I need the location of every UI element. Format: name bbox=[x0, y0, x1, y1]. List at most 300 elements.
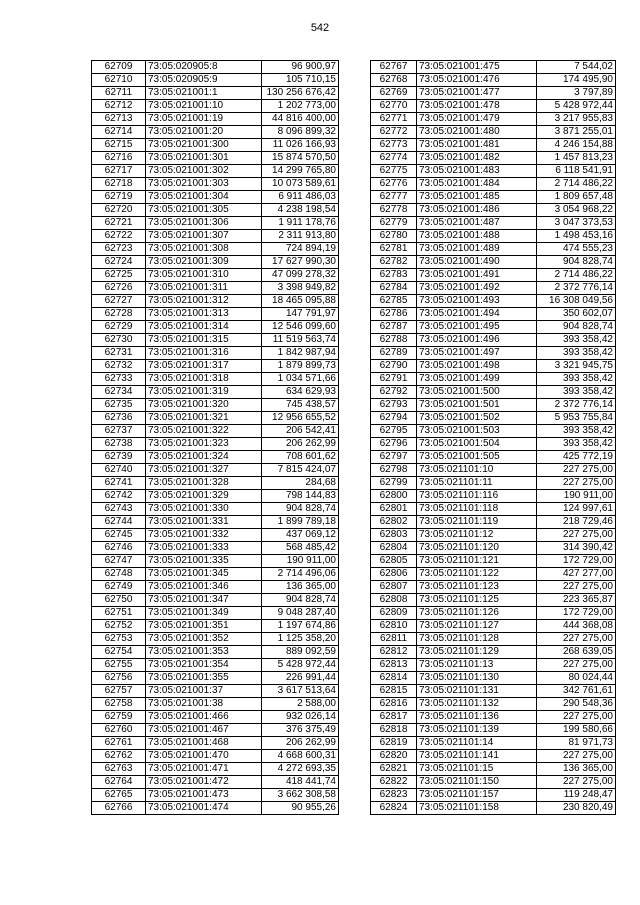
value-cell: 2 714 486,22 bbox=[537, 269, 616, 282]
row-number-cell: 62753 bbox=[92, 633, 146, 646]
cadastral-number-cell: 73:05:021101:118 bbox=[417, 503, 537, 516]
table-row bbox=[92, 308, 339, 321]
table-row bbox=[92, 802, 339, 815]
value-cell: 1 879 899,73 bbox=[262, 360, 339, 373]
cadastral-number-cell: 73:05:021001:470 bbox=[146, 750, 262, 763]
table-row bbox=[371, 555, 616, 568]
value-cell: 904 828,74 bbox=[262, 503, 339, 516]
row-number-cell: 62717 bbox=[92, 165, 146, 178]
table-row bbox=[92, 438, 339, 451]
table-row bbox=[371, 594, 616, 607]
table-row bbox=[92, 295, 339, 308]
cadastral-number-cell: 73:05:021001:10 bbox=[146, 100, 262, 113]
row-number-cell: 62788 bbox=[371, 334, 417, 347]
cadastral-number-cell: 73:05:021001:319 bbox=[146, 386, 262, 399]
table-row bbox=[371, 308, 616, 321]
value-cell: 3 797,89 bbox=[537, 87, 616, 100]
table-row bbox=[371, 113, 616, 126]
value-cell: 11 519 563,74 bbox=[262, 334, 339, 347]
table-row bbox=[371, 464, 616, 477]
row-number-cell: 62772 bbox=[371, 126, 417, 139]
value-cell: 5 428 972,44 bbox=[262, 659, 339, 672]
row-number-cell: 62723 bbox=[92, 243, 146, 256]
table-row bbox=[371, 269, 616, 282]
row-number-cell: 62755 bbox=[92, 659, 146, 672]
value-cell: 226 991,44 bbox=[262, 672, 339, 685]
row-number-cell: 62785 bbox=[371, 295, 417, 308]
cadastral-number-cell: 73:05:021101:14 bbox=[417, 737, 537, 750]
row-number-cell: 62783 bbox=[371, 269, 417, 282]
cadastral-number-cell: 73:05:021001:485 bbox=[417, 191, 537, 204]
cadastral-number-cell: 73:05:021001:316 bbox=[146, 347, 262, 360]
value-cell: 284,68 bbox=[262, 477, 339, 490]
table-row bbox=[371, 230, 616, 243]
table-row bbox=[92, 503, 339, 516]
table-row bbox=[371, 633, 616, 646]
value-cell: 290 548,36 bbox=[537, 698, 616, 711]
table-row bbox=[92, 399, 339, 412]
row-number-cell: 62791 bbox=[371, 373, 417, 386]
row-number-cell: 62818 bbox=[371, 724, 417, 737]
value-cell: 1 034 571,66 bbox=[262, 373, 339, 386]
row-number-cell: 62790 bbox=[371, 360, 417, 373]
table-row bbox=[371, 139, 616, 152]
row-number-cell: 62734 bbox=[92, 386, 146, 399]
row-number-cell: 62762 bbox=[92, 750, 146, 763]
value-cell: 393 358,42 bbox=[537, 438, 616, 451]
cadastral-number-cell: 73:05:021001:466 bbox=[146, 711, 262, 724]
table-row bbox=[92, 360, 339, 373]
row-number-cell: 62709 bbox=[92, 61, 146, 74]
row-number-cell: 62737 bbox=[92, 425, 146, 438]
table-row bbox=[92, 555, 339, 568]
row-number-cell: 62715 bbox=[92, 139, 146, 152]
value-cell: 2 311 913,80 bbox=[262, 230, 339, 243]
value-cell: 3 054 968,22 bbox=[537, 204, 616, 217]
value-cell: 8 096 899,32 bbox=[262, 126, 339, 139]
cadastral-number-cell: 73:05:021001:308 bbox=[146, 243, 262, 256]
value-cell: 227 275,00 bbox=[537, 750, 616, 763]
cadastral-number-cell: 73:05:021001:473 bbox=[146, 789, 262, 802]
table-row bbox=[371, 802, 616, 815]
table-row bbox=[371, 763, 616, 776]
registry-tables bbox=[91, 60, 613, 834]
row-number-cell: 62813 bbox=[371, 659, 417, 672]
table-row bbox=[371, 347, 616, 360]
row-number-cell: 62718 bbox=[92, 178, 146, 191]
table-row bbox=[92, 737, 339, 750]
row-number-cell: 62746 bbox=[92, 542, 146, 555]
row-number-cell: 62751 bbox=[92, 607, 146, 620]
table-row bbox=[371, 490, 616, 503]
row-number-cell: 62798 bbox=[371, 464, 417, 477]
table-row bbox=[92, 165, 339, 178]
cadastral-number-cell: 73:05:021001:493 bbox=[417, 295, 537, 308]
cadastral-number-cell: 73:05:021001:309 bbox=[146, 256, 262, 269]
table-row bbox=[92, 87, 339, 100]
table-row bbox=[92, 425, 339, 438]
cadastral-number-cell: 73:05:021001:492 bbox=[417, 282, 537, 295]
cadastral-number-cell: 73:05:021001:303 bbox=[146, 178, 262, 191]
cadastral-number-cell: 73:05:021001:331 bbox=[146, 516, 262, 529]
row-number-cell: 62812 bbox=[371, 646, 417, 659]
table-row bbox=[92, 256, 339, 269]
table-row bbox=[371, 542, 616, 555]
value-cell: 206 262,99 bbox=[262, 737, 339, 750]
value-cell: 798 144,83 bbox=[262, 490, 339, 503]
table-row bbox=[92, 789, 339, 802]
row-number-cell: 62780 bbox=[371, 230, 417, 243]
table-row bbox=[92, 568, 339, 581]
row-number-cell: 62750 bbox=[92, 594, 146, 607]
table-row bbox=[371, 685, 616, 698]
value-cell: 172 729,00 bbox=[537, 555, 616, 568]
cadastral-number-cell: 73:05:021001:488 bbox=[417, 230, 537, 243]
row-number-cell: 62786 bbox=[371, 308, 417, 321]
row-number-cell: 62727 bbox=[92, 295, 146, 308]
row-number-cell: 62816 bbox=[371, 698, 417, 711]
cadastral-number-cell: 73:05:021001:504 bbox=[417, 438, 537, 451]
row-number-cell: 62808 bbox=[371, 594, 417, 607]
registry-table-right bbox=[370, 60, 616, 815]
cadastral-number-cell: 73:05:021101:116 bbox=[417, 490, 537, 503]
table-row bbox=[92, 217, 339, 230]
row-number-cell: 62820 bbox=[371, 750, 417, 763]
value-cell: 932 026,14 bbox=[262, 711, 339, 724]
value-cell: 393 358,42 bbox=[537, 334, 616, 347]
value-cell: 904 828,74 bbox=[537, 256, 616, 269]
value-cell: 745 438,57 bbox=[262, 399, 339, 412]
row-number-cell: 62819 bbox=[371, 737, 417, 750]
cadastral-number-cell: 73:05:021001:495 bbox=[417, 321, 537, 334]
table-row bbox=[371, 581, 616, 594]
cadastral-number-cell: 73:05:021001:491 bbox=[417, 269, 537, 282]
cadastral-number-cell: 73:05:021101:141 bbox=[417, 750, 537, 763]
row-number-cell: 62806 bbox=[371, 568, 417, 581]
value-cell: 90 955,26 bbox=[262, 802, 339, 815]
cadastral-number-cell: 73:05:021001:310 bbox=[146, 269, 262, 282]
table-row bbox=[92, 594, 339, 607]
table-row bbox=[371, 152, 616, 165]
cadastral-number-cell: 73:05:021001:346 bbox=[146, 581, 262, 594]
value-cell: 1 899 789,18 bbox=[262, 516, 339, 529]
cadastral-number-cell: 73:05:021001:353 bbox=[146, 646, 262, 659]
table-row bbox=[92, 386, 339, 399]
cadastral-number-cell: 73:05:020905:8 bbox=[146, 61, 262, 74]
table-row bbox=[371, 126, 616, 139]
value-cell: 350 602,07 bbox=[537, 308, 616, 321]
cadastral-number-cell: 73:05:021001:496 bbox=[417, 334, 537, 347]
value-cell: 314 390,42 bbox=[537, 542, 616, 555]
cadastral-number-cell: 73:05:021001:480 bbox=[417, 126, 537, 139]
value-cell: 16 308 049,56 bbox=[537, 295, 616, 308]
value-cell: 174 495,90 bbox=[537, 74, 616, 87]
cadastral-number-cell: 73:05:021001:481 bbox=[417, 139, 537, 152]
cadastral-number-cell: 73:05:021001:335 bbox=[146, 555, 262, 568]
table-row bbox=[92, 620, 339, 633]
cadastral-number-cell: 73:05:021001:502 bbox=[417, 412, 537, 425]
value-cell: 105 710,15 bbox=[262, 74, 339, 87]
row-number-cell: 62768 bbox=[371, 74, 417, 87]
table-row bbox=[92, 542, 339, 555]
table-row bbox=[92, 633, 339, 646]
row-number-cell: 62748 bbox=[92, 568, 146, 581]
table-row bbox=[92, 516, 339, 529]
cadastral-number-cell: 73:05:021101:120 bbox=[417, 542, 537, 555]
cadastral-number-cell: 73:05:021001:479 bbox=[417, 113, 537, 126]
row-number-cell: 62815 bbox=[371, 685, 417, 698]
value-cell: 12 546 099,60 bbox=[262, 321, 339, 334]
cadastral-number-cell: 73:05:021001:322 bbox=[146, 425, 262, 438]
row-number-cell: 62769 bbox=[371, 87, 417, 100]
row-number-cell: 62735 bbox=[92, 399, 146, 412]
row-number-cell: 62743 bbox=[92, 503, 146, 516]
value-cell: 393 358,42 bbox=[537, 386, 616, 399]
row-number-cell: 62807 bbox=[371, 581, 417, 594]
value-cell: 6 911 486,03 bbox=[262, 191, 339, 204]
value-cell: 444 368,08 bbox=[537, 620, 616, 633]
cadastral-number-cell: 73:05:021001:312 bbox=[146, 295, 262, 308]
table-row bbox=[371, 165, 616, 178]
row-number-cell: 62817 bbox=[371, 711, 417, 724]
row-number-cell: 62739 bbox=[92, 451, 146, 464]
cadastral-number-cell: 73:05:021001:307 bbox=[146, 230, 262, 243]
value-cell: 6 118 541,91 bbox=[537, 165, 616, 178]
table-row bbox=[371, 451, 616, 464]
row-number-cell: 62809 bbox=[371, 607, 417, 620]
cadastral-number-cell: 73:05:021001:499 bbox=[417, 373, 537, 386]
cadastral-number-cell: 73:05:021001:328 bbox=[146, 477, 262, 490]
row-number-cell: 62757 bbox=[92, 685, 146, 698]
value-cell: 1 125 358,20 bbox=[262, 633, 339, 646]
cadastral-number-cell: 73:05:021001:503 bbox=[417, 425, 537, 438]
value-cell: 199 580,66 bbox=[537, 724, 616, 737]
row-number-cell: 62729 bbox=[92, 321, 146, 334]
value-cell: 14 299 765,80 bbox=[262, 165, 339, 178]
value-cell: 425 772,19 bbox=[537, 451, 616, 464]
cadastral-number-cell: 73:05:021001:38 bbox=[146, 698, 262, 711]
value-cell: 3 047 373,53 bbox=[537, 217, 616, 230]
cadastral-number-cell: 73:05:021001:355 bbox=[146, 672, 262, 685]
value-cell: 11 026 166,93 bbox=[262, 139, 339, 152]
value-cell: 724 894,19 bbox=[262, 243, 339, 256]
table-row bbox=[92, 334, 339, 347]
row-number-cell: 62714 bbox=[92, 126, 146, 139]
value-cell: 268 639,05 bbox=[537, 646, 616, 659]
value-cell: 10 073 589,61 bbox=[262, 178, 339, 191]
cadastral-number-cell: 73:05:021101:130 bbox=[417, 672, 537, 685]
value-cell: 7 815 424,07 bbox=[262, 464, 339, 477]
value-cell: 1 809 657,48 bbox=[537, 191, 616, 204]
value-cell: 437 069,12 bbox=[262, 529, 339, 542]
table-row bbox=[92, 243, 339, 256]
table-row bbox=[92, 230, 339, 243]
table-row bbox=[371, 334, 616, 347]
table-row bbox=[92, 646, 339, 659]
cadastral-number-cell: 73:05:021101:157 bbox=[417, 789, 537, 802]
row-number-cell: 62711 bbox=[92, 87, 146, 100]
row-number-cell: 62767 bbox=[371, 61, 417, 74]
cadastral-number-cell: 73:05:021001:475 bbox=[417, 61, 537, 74]
cadastral-number-cell: 73:05:021101:125 bbox=[417, 594, 537, 607]
cadastral-number-cell: 73:05:021001:471 bbox=[146, 763, 262, 776]
row-number-cell: 62801 bbox=[371, 503, 417, 516]
table-row bbox=[92, 269, 339, 282]
row-number-cell: 62710 bbox=[92, 74, 146, 87]
row-number-cell: 62721 bbox=[92, 217, 146, 230]
row-number-cell: 62720 bbox=[92, 204, 146, 217]
value-cell: 15 874 570,50 bbox=[262, 152, 339, 165]
value-cell: 1 202 773,00 bbox=[262, 100, 339, 113]
table-row bbox=[371, 607, 616, 620]
table-row bbox=[92, 152, 339, 165]
row-number-cell: 62821 bbox=[371, 763, 417, 776]
table-row bbox=[92, 451, 339, 464]
cadastral-number-cell: 73:05:021101:158 bbox=[417, 802, 537, 815]
cadastral-number-cell: 73:05:021001:351 bbox=[146, 620, 262, 633]
table-row bbox=[371, 100, 616, 113]
registry-table-left-body bbox=[92, 61, 339, 815]
cadastral-number-cell: 73:05:021101:136 bbox=[417, 711, 537, 724]
value-cell: 568 485,42 bbox=[262, 542, 339, 555]
value-cell: 227 275,00 bbox=[537, 711, 616, 724]
value-cell: 44 816 400,00 bbox=[262, 113, 339, 126]
cadastral-number-cell: 73:05:021101:119 bbox=[417, 516, 537, 529]
table-row bbox=[92, 373, 339, 386]
table-row bbox=[92, 750, 339, 763]
row-number-cell: 62728 bbox=[92, 308, 146, 321]
value-cell: 2 372 776,14 bbox=[537, 399, 616, 412]
table-row bbox=[92, 178, 339, 191]
row-number-cell: 62716 bbox=[92, 152, 146, 165]
row-number-cell: 62730 bbox=[92, 334, 146, 347]
value-cell: 3 871 255,01 bbox=[537, 126, 616, 139]
cadastral-number-cell: 73:05:021001:500 bbox=[417, 386, 537, 399]
table-row bbox=[371, 425, 616, 438]
table-row bbox=[371, 87, 616, 100]
cadastral-number-cell: 73:05:021001:320 bbox=[146, 399, 262, 412]
row-number-cell: 62764 bbox=[92, 776, 146, 789]
row-number-cell: 62794 bbox=[371, 412, 417, 425]
value-cell: 2 714 496,06 bbox=[262, 568, 339, 581]
table-row bbox=[371, 204, 616, 217]
row-number-cell: 62758 bbox=[92, 698, 146, 711]
cadastral-number-cell: 73:05:021101:123 bbox=[417, 581, 537, 594]
table-row bbox=[92, 659, 339, 672]
value-cell: 393 358,42 bbox=[537, 425, 616, 438]
cadastral-number-cell: 73:05:021001:477 bbox=[417, 87, 537, 100]
cadastral-number-cell: 73:05:021001:314 bbox=[146, 321, 262, 334]
cadastral-number-cell: 73:05:021001:501 bbox=[417, 399, 537, 412]
table-row bbox=[371, 620, 616, 633]
cadastral-number-cell: 73:05:021001:327 bbox=[146, 464, 262, 477]
value-cell: 80 024,44 bbox=[537, 672, 616, 685]
cadastral-number-cell: 73:05:021001:324 bbox=[146, 451, 262, 464]
value-cell: 4 238 198,54 bbox=[262, 204, 339, 217]
row-number-cell: 62719 bbox=[92, 191, 146, 204]
value-cell: 376 375,49 bbox=[262, 724, 339, 737]
cadastral-number-cell: 73:05:021101:132 bbox=[417, 698, 537, 711]
row-number-cell: 62784 bbox=[371, 282, 417, 295]
value-cell: 1 842 987,94 bbox=[262, 347, 339, 360]
cadastral-number-cell: 73:05:021001:323 bbox=[146, 438, 262, 451]
table-row bbox=[92, 204, 339, 217]
cadastral-number-cell: 73:05:021001:497 bbox=[417, 347, 537, 360]
row-number-cell: 62800 bbox=[371, 490, 417, 503]
table-row bbox=[371, 776, 616, 789]
table-row bbox=[92, 698, 339, 711]
cadastral-number-cell: 73:05:021001:304 bbox=[146, 191, 262, 204]
value-cell: 172 729,00 bbox=[537, 607, 616, 620]
row-number-cell: 62776 bbox=[371, 178, 417, 191]
value-cell: 96 900,97 bbox=[262, 61, 339, 74]
table-row bbox=[371, 399, 616, 412]
table-row bbox=[371, 321, 616, 334]
value-cell: 147 791,97 bbox=[262, 308, 339, 321]
cadastral-number-cell: 73:05:021001:467 bbox=[146, 724, 262, 737]
table-row bbox=[92, 529, 339, 542]
cadastral-number-cell: 73:05:021001:468 bbox=[146, 737, 262, 750]
row-number-cell: 62775 bbox=[371, 165, 417, 178]
row-number-cell: 62722 bbox=[92, 230, 146, 243]
row-number-cell: 62779 bbox=[371, 217, 417, 230]
value-cell: 47 099 278,32 bbox=[262, 269, 339, 282]
value-cell: 4 272 693,35 bbox=[262, 763, 339, 776]
cadastral-number-cell: 73:05:021001:349 bbox=[146, 607, 262, 620]
cadastral-number-cell: 73:05:021001:486 bbox=[417, 204, 537, 217]
row-number-cell: 62781 bbox=[371, 243, 417, 256]
cadastral-number-cell: 73:05:021001:332 bbox=[146, 529, 262, 542]
value-cell: 227 275,00 bbox=[537, 581, 616, 594]
row-number-cell: 62770 bbox=[371, 100, 417, 113]
cadastral-number-cell: 73:05:021001:20 bbox=[146, 126, 262, 139]
row-number-cell: 62756 bbox=[92, 672, 146, 685]
table-row bbox=[92, 100, 339, 113]
value-cell: 1 498 453,16 bbox=[537, 230, 616, 243]
cadastral-number-cell: 73:05:021001:19 bbox=[146, 113, 262, 126]
value-cell: 904 828,74 bbox=[262, 594, 339, 607]
row-number-cell: 62724 bbox=[92, 256, 146, 269]
table-row bbox=[92, 321, 339, 334]
cadastral-number-cell: 73:05:021001:487 bbox=[417, 217, 537, 230]
row-number-cell: 62782 bbox=[371, 256, 417, 269]
value-cell: 130 256 676,42 bbox=[262, 87, 339, 100]
value-cell: 1 911 178,76 bbox=[262, 217, 339, 230]
value-cell: 206 542,41 bbox=[262, 425, 339, 438]
row-number-cell: 62814 bbox=[371, 672, 417, 685]
row-number-cell: 62822 bbox=[371, 776, 417, 789]
cadastral-number-cell: 73:05:021001:311 bbox=[146, 282, 262, 295]
cadastral-number-cell: 73:05:021001:482 bbox=[417, 152, 537, 165]
cadastral-number-cell: 73:05:021001:302 bbox=[146, 165, 262, 178]
cadastral-number-cell: 73:05:021001:484 bbox=[417, 178, 537, 191]
cadastral-number-cell: 73:05:021001:494 bbox=[417, 308, 537, 321]
row-number-cell: 62741 bbox=[92, 477, 146, 490]
value-cell: 708 601,62 bbox=[262, 451, 339, 464]
table-row bbox=[371, 789, 616, 802]
cadastral-number-cell: 73:05:021001:37 bbox=[146, 685, 262, 698]
row-number-cell: 62799 bbox=[371, 477, 417, 490]
cadastral-number-cell: 73:05:021001:301 bbox=[146, 152, 262, 165]
cadastral-number-cell: 73:05:021001:489 bbox=[417, 243, 537, 256]
cadastral-number-cell: 73:05:021001:1 bbox=[146, 87, 262, 100]
cadastral-number-cell: 73:05:021101:128 bbox=[417, 633, 537, 646]
cadastral-number-cell: 73:05:021101:122 bbox=[417, 568, 537, 581]
table-row bbox=[92, 607, 339, 620]
cadastral-number-cell: 73:05:021101:13 bbox=[417, 659, 537, 672]
row-number-cell: 62773 bbox=[371, 139, 417, 152]
row-number-cell: 62765 bbox=[92, 789, 146, 802]
